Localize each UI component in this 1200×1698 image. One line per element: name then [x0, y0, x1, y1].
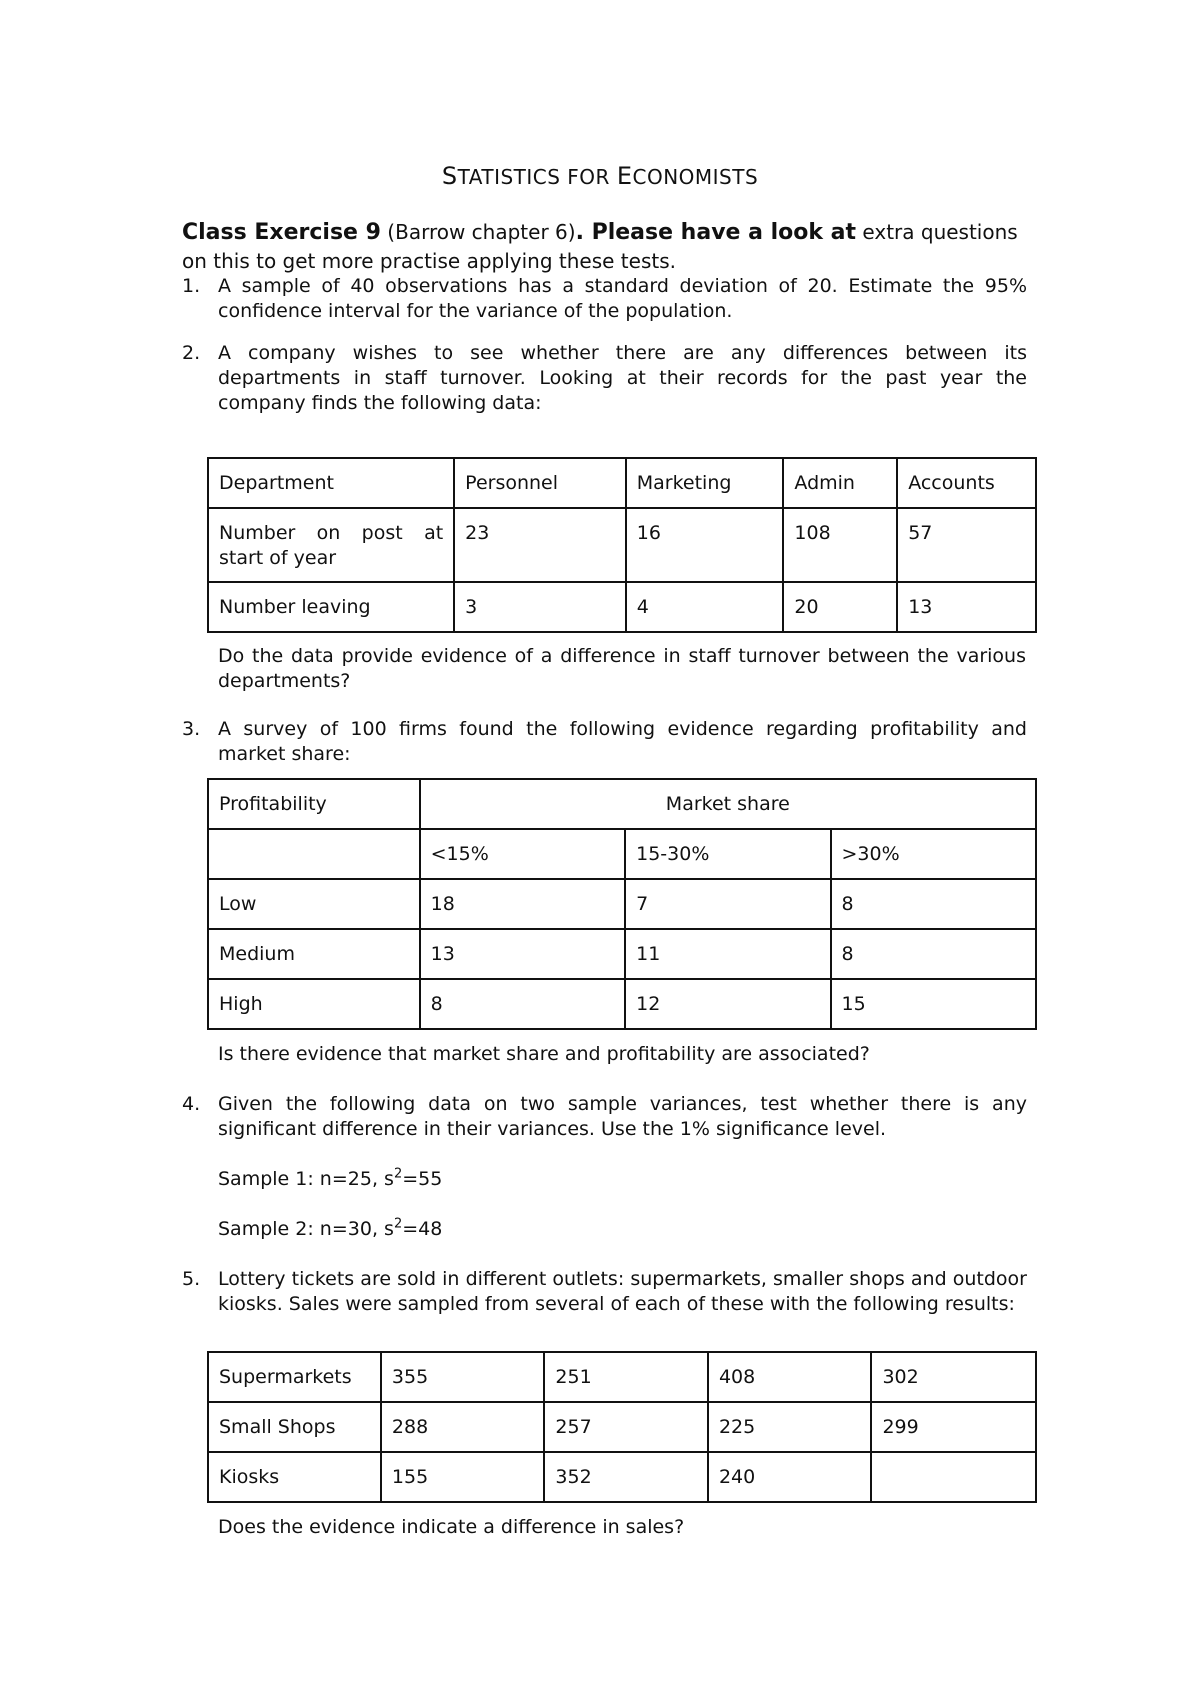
table-cell: 299: [871, 1402, 1036, 1452]
exercise-heading: Class Exercise 9: [182, 220, 381, 245]
title-rest-1: TATISTICS FOR: [457, 165, 617, 189]
sample-1-exponent: 2: [393, 1166, 403, 1182]
table-row: [208, 1402, 1036, 1452]
table-cell: 4: [626, 582, 784, 632]
question-2-prompt: Do the data provide evidence of a difference in staff turnover between the various departments?: [218, 645, 1026, 692]
table-header-cell: 15-30%: [625, 829, 830, 879]
question-number: 5.: [182, 1268, 201, 1290]
question-number: 2.: [182, 342, 201, 364]
page-title: [0, 162, 1200, 190]
table-cell: 251: [544, 1352, 708, 1402]
question-number: 1.: [182, 275, 201, 297]
table-cell: High: [208, 979, 420, 1029]
table-row: [208, 979, 1036, 1029]
table-cell: 18: [420, 879, 625, 929]
sample-2-line: [218, 1217, 1026, 1242]
question-5-prompt: Does the evidence indicate a difference in sales?: [218, 1516, 685, 1538]
table-header-cell: >30%: [831, 829, 1037, 879]
table-cell: 12: [625, 979, 830, 1029]
table-cell: 288: [381, 1402, 545, 1452]
table-header-cell: Market share: [420, 779, 1036, 829]
question-text: Lottery tickets are sold in different outlets: supermarkets, smaller shops and outdoor kiosks. Sales were sampled from several of each of these with the following results:: [218, 1268, 1027, 1315]
table-row: [208, 929, 1036, 979]
question-2: [182, 341, 1027, 416]
table-header-cell: [208, 829, 420, 879]
question-4: [182, 1092, 1027, 1142]
table-cell: 408: [708, 1352, 872, 1402]
table-header-cell: Department: [208, 458, 454, 508]
question-text: A sample of 40 observations has a standard deviation of 20. Estimate the 95% confidence interval for the variance of the population.: [218, 275, 1027, 322]
table-cell: 8: [831, 879, 1037, 929]
table-row: [208, 582, 1036, 632]
question-1: [182, 274, 1027, 324]
turnover-table: [207, 457, 1037, 633]
intro-text: extra questions on this to get more practise applying these tests.: [182, 220, 1018, 273]
table-cell: 15: [831, 979, 1037, 1029]
table-cell: 155: [381, 1452, 545, 1502]
table-cell: Medium: [208, 929, 420, 979]
intro-emphasis: . Please have a look at: [575, 220, 857, 245]
table-header-cell: Profitability: [208, 779, 420, 829]
table-cell: Small Shops: [208, 1402, 381, 1452]
title-rest-2: CONOMISTS: [632, 165, 759, 189]
table-cell: 108: [783, 508, 897, 582]
table-header-row: [208, 458, 1036, 508]
sample-1-value: =55: [402, 1168, 443, 1190]
question-3: [182, 717, 1027, 767]
question-number: 3.: [182, 718, 201, 740]
table-row: [208, 1452, 1036, 1502]
sample-2-exponent: 2: [393, 1216, 403, 1232]
table-cell: 11: [625, 929, 830, 979]
sample-1-line: [218, 1167, 1026, 1192]
title-initial-1: S: [441, 162, 458, 190]
question-text: Given the following data on two sample variances, test whether there is any significant difference in their variances. Use the 1% significance level.: [218, 1093, 1027, 1140]
sales-table: [207, 1351, 1037, 1503]
table-cell: 3: [454, 582, 626, 632]
table-header-row: [208, 779, 1036, 829]
intro-paragraph: [182, 218, 1032, 275]
table-header-cell: Accounts: [897, 458, 1036, 508]
profitability-table: [207, 778, 1037, 1030]
table-row: [208, 508, 1036, 582]
table-cell: 8: [831, 929, 1037, 979]
table-cell: 225: [708, 1402, 872, 1452]
table-cell: [871, 1452, 1036, 1502]
question-3-prompt: Is there evidence that market share and profitability are associated?: [218, 1043, 870, 1065]
sample-1-prefix: Sample 1: n=25, s: [218, 1168, 394, 1190]
chapter-reference: (Barrow chapter 6): [387, 220, 576, 244]
table-cell: 257: [544, 1402, 708, 1452]
table-row: [208, 879, 1036, 929]
table-header-cell: <15%: [420, 829, 625, 879]
table-cell: 23: [454, 508, 626, 582]
question-text: A company wishes to see whether there are any differences between its departments in staff turnover. Looking at their records for the past year the company finds the following data:: [218, 342, 1027, 414]
table-cell: Kiosks: [208, 1452, 381, 1502]
sample-2-prefix: Sample 2: n=30, s: [218, 1218, 394, 1240]
table-cell: 355: [381, 1352, 545, 1402]
table-cell: 8: [420, 979, 625, 1029]
table-cell: 352: [544, 1452, 708, 1502]
question-number: 4.: [182, 1093, 201, 1115]
table-cell: Supermarkets: [208, 1352, 381, 1402]
table-header-cell: Marketing: [626, 458, 784, 508]
question-5: [182, 1267, 1027, 1317]
table-cell: Number on post at start of year: [208, 508, 454, 582]
table-cell: 57: [897, 508, 1036, 582]
title-initial-2: E: [616, 162, 633, 190]
table-cell: 16: [626, 508, 784, 582]
table-cell: 13: [420, 929, 625, 979]
table-subheader-row: [208, 829, 1036, 879]
table-header-cell: Personnel: [454, 458, 626, 508]
table-header-cell: Admin: [783, 458, 897, 508]
sample-2-value: =48: [402, 1218, 443, 1240]
table-cell: 20: [783, 582, 897, 632]
table-cell: 302: [871, 1352, 1036, 1402]
table-cell: Low: [208, 879, 420, 929]
question-text: A survey of 100 firms found the following evidence regarding profitability and market share:: [218, 718, 1027, 765]
table-row: [208, 1352, 1036, 1402]
table-cell: 13: [897, 582, 1036, 632]
table-cell: 7: [625, 879, 830, 929]
table-cell: Number leaving: [208, 582, 454, 632]
table-cell: 240: [708, 1452, 872, 1502]
